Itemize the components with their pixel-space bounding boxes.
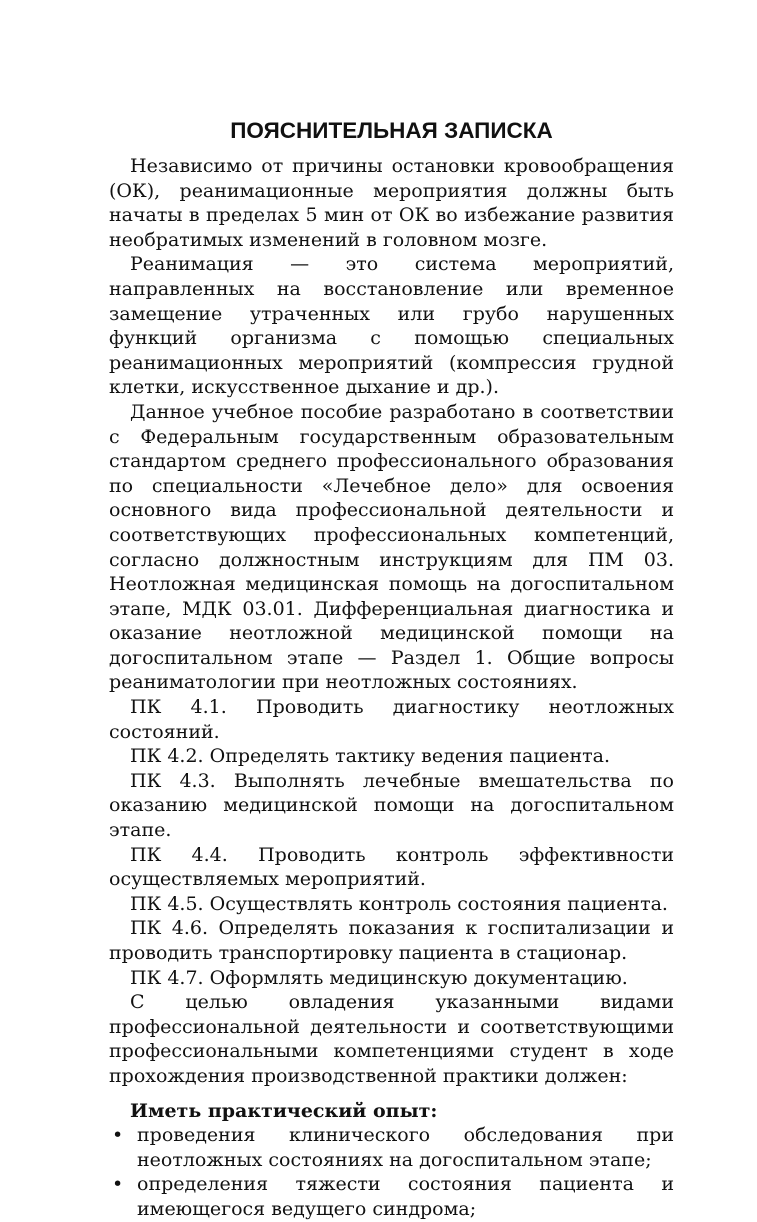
competency-code: ПК 4.7. <box>130 966 204 989</box>
paragraph-cardiac-arrest: Независимо от причины остановки кровообращения (ОК), реанимационные мероприятия должны быть начаты в пределах 5 мин от ОК во избежание развития необратимых изменений в головном мозге. <box>109 155 674 251</box>
competency-item <box>109 916 674 965</box>
competency-code: ПК 4.1. <box>130 696 227 719</box>
experience-list <box>109 1123 674 1221</box>
competency-item <box>109 695 674 744</box>
competency-text: Оформлять медицинскую документацию. <box>209 966 628 989</box>
competency-item <box>109 966 674 991</box>
bullet-icon: • <box>112 1173 124 1196</box>
competency-text: Определять показания к госпитализации и проводить транспортировку пациента в стационар. <box>109 917 675 964</box>
competency-text: Осуществлять контроль состояния пациента. <box>209 892 668 915</box>
competency-text: Проводить контроль эффективности осуществляемых мероприятий. <box>109 843 674 891</box>
competency-item <box>109 769 674 843</box>
bullet-icon: • <box>112 1124 124 1147</box>
paragraph-resuscitation-definition: Реанимация — это система мероприятий, направленных на восстановление или временное замещение утраченных или грубо нарушенных функций организма с помощью специальных реанимационных мероприятий (компрессия грудной клетки, искусственное дыхание и др.). <box>109 253 674 399</box>
competency-code: ПК 4.6. <box>130 917 209 940</box>
page-title: ПОЯСНИТЕЛЬНАЯ ЗАПИСКА <box>230 118 553 143</box>
competency-text: Проводить диагностику неотложных состояний. <box>109 696 674 743</box>
competency-code: ПК 4.5. <box>130 892 204 915</box>
list-item-text: определения тяжести состояния пациента и имеющегося ведущего синдрома; <box>137 1173 674 1220</box>
competency-code: ПК 4.3. <box>130 769 216 792</box>
competency-item <box>109 843 674 892</box>
list-item <box>109 1172 674 1221</box>
list-item <box>109 1123 674 1172</box>
competency-item <box>109 744 674 769</box>
list-item-text: проведения клинического обследования при неотложных состояниях на догоспитальном этапе; <box>137 1124 674 1171</box>
paragraph-practice-goal: С целью овладения указанными видами профессиональной деятельности и соответствующими профессиональными компетенциями студент в ходе прохождения производственной практики должен: <box>109 991 674 1087</box>
competency-code: ПК 4.2. <box>130 745 204 768</box>
competency-code: ПК 4.4. <box>130 843 228 866</box>
experience-heading: Иметь практический опыт: <box>130 1099 438 1122</box>
competency-text: Определять тактику ведения пациента. <box>209 745 611 768</box>
competency-item <box>109 892 674 917</box>
paragraph-manual-purpose: Данное учебное пособие разработано в соответствии с Федеральным государственным образовательным стандартом среднего профессионального образования по специальности «Лечебное дело» для освоения основного вида профессиональной деятельности и соответствующих профессиональных компетенций, согласно должностным инструкциям для ПМ 03. Неотложная медицинская помощь на догоспитальном этапе, МДК 03.01. Дифференциальная диагностика и оказание неотложной медицинской помощи на догоспитальном этапе — Раздел 1. Общие вопросы реаниматологии при неотложных состояниях. <box>109 400 674 694</box>
competency-text: Выполнять лечебные вмешательства по оказанию медицинской помощи на догоспитальном этапе. <box>109 769 674 842</box>
competency-list <box>109 695 674 990</box>
document-body <box>109 154 674 1222</box>
